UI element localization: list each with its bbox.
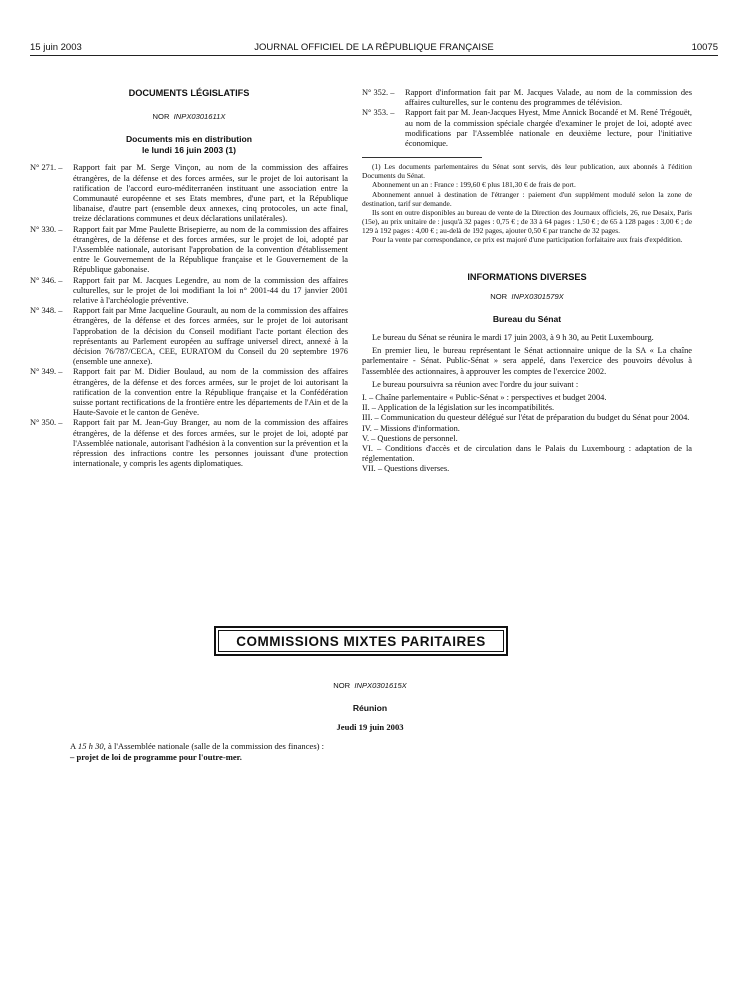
cmp-nor-code: INPX0301615X xyxy=(354,681,407,690)
bureau-paragraph-1: Le bureau du Sénat se réunira le mardi 17 juin 2003, à 9 h 30, au Petit Luxembourg. xyxy=(372,332,654,342)
header-rule xyxy=(30,55,718,56)
cmp-title: COMMISSIONS MIXTES PARITAIRES xyxy=(236,633,486,649)
document-description: Rapport fait par Mme Paulette Brisepierre, au nom de la commission des affaires étrangères, de la défense et des forces armées, sur le projet de loi, adopté par l'Assemblée nationale, autorisant l'approbation de la convention d'établissement entre le Gouvernement de la République française et le Gouvernement de la République gabonaise. xyxy=(73,224,348,275)
footnote-paragraph: Ils sont en outre disponibles au bureau de vente de la Direction des Journaux officiels, 26, rue Desaix, Paris (15e), au prix unitaire de : jusqu'à 32 pages : 0,75 € ; de 33 à 64 pages : 1,50 € ; de 65 à 128 pages : 3,00 € ; de 129 à 192 pages : 4,00 € ; au-delà de 192 pages, ajouter 0,50 € par tranche de 32 pages. xyxy=(362,207,692,235)
cmp-line-2: – projet de loi de programme pour l'outre-mer. xyxy=(70,751,242,762)
footnote-paragraph: (1) Les documents parlementaires du Sénat sont servis, dès leur publication, aux abonnés à l'édition Documents du Sénat. xyxy=(362,162,692,181)
cmp-line-1 xyxy=(70,741,670,752)
document-list-continued xyxy=(362,88,692,149)
nor-label: NOR xyxy=(152,112,170,122)
cmp-nor-label: NOR xyxy=(333,681,351,690)
footnote-paragraph: Abonnement annuel à destination de l'étranger : paiement d'un supplément modulé selon la zone de destination, tarif sur demande. xyxy=(362,189,692,208)
document-entry xyxy=(30,276,348,307)
document-number: N° 271. – xyxy=(30,163,63,173)
document-entry xyxy=(362,108,692,149)
nor-code: INPX0301611X xyxy=(173,112,226,122)
document-description: Rapport fait par Mme Jacqueline Gourault, au nom de la commission des affaires étrangères, de la défense et des forces armées, sur le projet de loi autorisant l'approbation de la décision du Conseil modifiant l'acte portant élection des représentants au Parlement européen au suffrage universel direct, annexé à la décision 76/787/CECA, CEE, EURATOM du Conseil du 20 septembre 1976 (ensemble une annexe). xyxy=(73,306,348,367)
document-description: Rapport fait par M. Serge Vinçon, au nom de la commission des affaires étrangères, de la défense et des forces armées, sur le projet de loi autorisant la ratification de l'accord euro-méditerranéen instituant une association entre la Communauté européenne et ses Etats membres, d'une part, et la République libanaise, d'autre part (ensemble deux annexes, cinq protocoles, un acte final, treize déclarations communes et deux déclarations unilatérales). xyxy=(73,163,348,224)
cmp-title-box xyxy=(214,626,508,656)
agenda-item: VI. – Conditions d'accès et de circulation dans le Palais du Luxembourg : adaptation de la réglementation. xyxy=(362,444,692,464)
header-journal-title: JOURNAL OFFICIEL DE LA RÉPUBLIQUE FRANÇAISE xyxy=(254,42,494,53)
footnote-paragraph: Abonnement un an : France : 199,60 € plus 181,30 € de frais de port. xyxy=(372,180,576,190)
bureau-title: Bureau du Sénat xyxy=(492,314,562,325)
info-nor-label: NOR xyxy=(490,292,508,302)
footnotes xyxy=(362,162,692,244)
agenda-item: I. – Chaîne parlementaire « Public-Sénat » : perspectives et budget 2004. xyxy=(362,392,607,402)
document-description: Rapport fait par M. Jean-Jacques Hyest, Mme Annick Bocandé et M. René Trégouët, au nom de la commission spéciale chargée d'examiner le projet de loi, adopté avec modifications par l'Assemblée nationale en deuxième lecture, pour l'initiative économique. xyxy=(405,108,692,149)
cmp-line-1-a: A xyxy=(70,740,76,751)
document-entry xyxy=(30,225,348,276)
document-entry xyxy=(30,306,348,367)
document-entry xyxy=(30,163,348,224)
agenda-item: II. – Application de la législation sur les incompatibilités. xyxy=(362,403,555,413)
agenda-list xyxy=(362,393,692,475)
section-title-documents: DOCUMENTS LÉGISLATIFS xyxy=(128,88,250,98)
agenda-item: III. – Communication du questeur délégué sur l'état de préparation du budget du Sénat pour 2004. xyxy=(362,413,690,423)
document-description: Rapport d'information fait par M. Jacques Valade, au nom de la commission des affaires culturelles, sur le contenu des programmes de télévision. xyxy=(405,88,692,108)
document-entry xyxy=(362,88,692,108)
cmp-line-1-b: à l'Assemblée nationale (salle de la commission des finances) : xyxy=(107,740,325,751)
footnote-rule xyxy=(362,157,482,158)
document-description: Rapport fait par M. Jacques Legendre, au nom de la commission des affaires culturelles, sur le projet de loi modifiant la loi n° 2001-44 du 17 janvier 2001 relative à l'archéologie préventive. xyxy=(73,275,348,306)
header-date: 15 juin 2003 xyxy=(30,42,82,53)
section-title-informations: INFORMATIONS DIVERSES xyxy=(467,272,587,283)
document-number: N° 346. – xyxy=(30,275,63,285)
right-column xyxy=(362,88,692,475)
cmp-section xyxy=(70,680,670,763)
bureau-paragraph-3: Le bureau poursuivra sa réunion avec l'ordre du jour suivant : xyxy=(372,379,579,389)
cmp-date: Jeudi 19 juin 2003 xyxy=(336,721,404,732)
document-number: N° 350. – xyxy=(30,418,63,428)
bureau-paragraph-2: En premier lieu, le bureau représentant le Sénat actionnaire unique de la SA « La chaîne parlementaire - Sénat. Public-Sénat » sera appelé, dans l'exercice des pouvoirs dévolus à l'assemblée des actionnaires, à approuver les comptes de l'exercice 2002. xyxy=(362,346,692,376)
document-number: N° 349. – xyxy=(30,367,63,377)
document-list xyxy=(30,163,348,469)
left-column xyxy=(30,88,348,470)
nor-reference xyxy=(30,112,348,122)
cmp-time: 15 h 30, xyxy=(77,740,106,751)
document-description: Rapport fait par M. Didier Boulaud, au nom de la commission des affaires étrangères, de la défense et des forces armées, sur le projet de loi autorisant la ratification de la convention entre la République française et la Confédération suisse portant rectifications de la frontière entre les départements de l'Ain et de la Haute-Savoie et le canton de Genève. xyxy=(73,367,348,418)
footnote-paragraph: Pour la vente par correspondance, ce prix est majoré d'une participation forfaitaire aux frais d'expédition. xyxy=(372,234,683,244)
agenda-item: V. – Questions de personnel. xyxy=(362,433,458,443)
agenda-item: VII. – Questions diverses. xyxy=(362,464,450,474)
document-number: N° 348. – xyxy=(30,306,63,316)
info-nor-reference xyxy=(362,292,692,302)
agenda-item: IV. – Missions d'information. xyxy=(362,423,460,433)
distribution-date: le lundi 16 juin 2003 (1) xyxy=(141,144,237,155)
cmp-nor-reference xyxy=(70,680,670,691)
document-number: N° 330. – xyxy=(30,224,63,234)
document-entry xyxy=(30,418,348,469)
distribution-subtitle: Documents mis en distribution xyxy=(125,134,253,145)
document-entry xyxy=(30,367,348,418)
document-number: N° 352. – xyxy=(362,88,395,97)
cmp-reunion-title: Réunion xyxy=(352,703,388,713)
document-description: Rapport fait par M. Jean-Guy Branger, au nom de la commission des affaires étrangères, de la défense et des forces armées, sur le projet de loi, adopté par l'Assemblée nationale, autorisant l'adhésion à la convention sur la prévention et la répression des infractions contre les personnes jouissant d'une protection internationale, y compris les agents diplomatiques. xyxy=(73,418,348,469)
info-nor-code: INPX0301579X xyxy=(511,292,564,302)
header-page-number: 10075 xyxy=(691,42,718,53)
document-number: N° 353. – xyxy=(362,108,395,118)
